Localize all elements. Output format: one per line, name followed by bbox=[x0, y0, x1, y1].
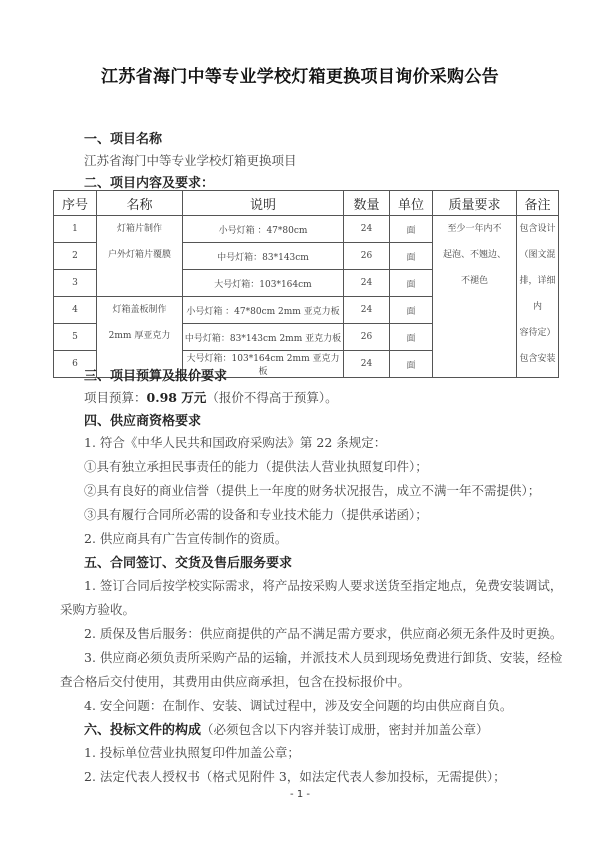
remarks-line: 包含设计 bbox=[519, 224, 556, 234]
qualification-item: ③具有履行合同所必需的设备和专业技术能力（提供承诺函）； bbox=[84, 507, 428, 522]
row-unit: 面 bbox=[390, 243, 433, 270]
group1-name-cell bbox=[97, 216, 183, 297]
qualification-item: ①具有独立承担民事责任的能力（提供法人营业执照复印件）； bbox=[84, 459, 428, 474]
remarks-line: 容待定） bbox=[519, 328, 556, 338]
row-no: 5 bbox=[54, 324, 97, 351]
row-qty: 24 bbox=[344, 297, 390, 324]
row-desc: 大号灯箱：103*164cm 2mm 亚克力板 bbox=[183, 351, 344, 378]
row-desc: 小号灯箱 ：47*80cm bbox=[183, 216, 344, 243]
header-no: 序号 bbox=[54, 191, 97, 216]
contract-item-cont: 采购方验收。 bbox=[60, 602, 136, 617]
contract-item: 2. 质保及售后服务：供应商提供的产品不满足需方要求，供应商必须无条件及时更换。 bbox=[84, 626, 563, 641]
table-row bbox=[54, 216, 559, 243]
remarks-line: 包含安装 bbox=[519, 354, 556, 364]
contract-item: 1. 签订合同后按学校实际需求，将产品按采购人要求送货至指定地点，免费安装调试， bbox=[84, 578, 563, 593]
row-unit: 面 bbox=[390, 216, 433, 243]
section5-heading: 五、合同签订、交货及售后服务要求 bbox=[84, 556, 293, 571]
row-unit: 面 bbox=[390, 324, 433, 351]
budget-label: 项目预算： bbox=[84, 390, 147, 405]
qualification-item: 2. 供应商具有广告宣传制作的资质。 bbox=[84, 531, 288, 546]
budget-value: 0.98 万元 bbox=[146, 390, 207, 405]
row-qty: 24 bbox=[344, 270, 390, 297]
section4-heading: 四、供应商资格要求 bbox=[84, 414, 202, 429]
group2-name-line: 灯箱盖板制作 bbox=[112, 305, 167, 315]
bid-doc-item: 2. 法定代表人授权书（格式见附件 3，如法定代表人参加投标，无需提供）； bbox=[84, 769, 506, 784]
row-qty: 24 bbox=[344, 351, 390, 378]
header-quality: 质量要求 bbox=[433, 191, 517, 216]
row-no: 1 bbox=[54, 216, 97, 243]
row-desc: 小号灯箱 ：47*80cm 2mm 亚克力板 bbox=[183, 297, 344, 324]
section6-heading-note: （必须包含以下内容并装订成册，密封并加盖公章） bbox=[201, 722, 489, 737]
document-title: 江苏省海门中等专业学校灯箱更换项目询价采购公告 bbox=[101, 67, 499, 87]
section2-heading: 二、项目内容及要求： bbox=[84, 176, 215, 191]
project-name: 江苏省海门中等专业学校灯箱更换项目 bbox=[84, 153, 297, 168]
contract-item-cont: 查合格后交付使用，其费用由供应商承担，包含在投标报价中。 bbox=[60, 674, 411, 689]
requirements-table bbox=[53, 190, 559, 378]
header-desc: 说明 bbox=[183, 191, 344, 216]
remarks-line: （图文混 bbox=[519, 250, 556, 260]
row-desc: 大号灯箱：103*164cm bbox=[183, 270, 344, 297]
budget-line bbox=[84, 388, 338, 406]
row-unit: 面 bbox=[390, 270, 433, 297]
row-unit: 面 bbox=[390, 351, 433, 378]
quality-line: 至少一年内不 bbox=[447, 224, 502, 234]
section6-heading: 六、投标文件的构成 bbox=[84, 723, 202, 738]
table-header-row bbox=[54, 191, 559, 216]
bid-doc-item: 1. 投标单位营业执照复印件加盖公章； bbox=[84, 745, 300, 760]
row-no: 4 bbox=[54, 297, 97, 324]
quality-cell bbox=[433, 216, 517, 378]
row-desc: 中号灯箱：83*143cm bbox=[183, 243, 344, 270]
row-desc: 中号灯箱：83*143cm 2mm 亚克力板 bbox=[183, 324, 344, 351]
header-remarks: 备注 bbox=[517, 191, 559, 216]
row-unit: 面 bbox=[390, 297, 433, 324]
header-qty: 数量 bbox=[344, 191, 390, 216]
section3-heading: 三、项目预算及报价要求 bbox=[84, 369, 228, 384]
row-no: 3 bbox=[54, 270, 97, 297]
row-qty: 24 bbox=[344, 216, 390, 243]
row-qty: 26 bbox=[344, 243, 390, 270]
section6-heading-line bbox=[84, 719, 489, 738]
section1-heading: 一、项目名称 bbox=[84, 132, 163, 147]
remarks-line: 排，详细内 bbox=[519, 276, 556, 312]
contract-item: 3. 供应商必须负责所采购产品的运输，并派技术人员到现场免费进行卸货、安装，经检 bbox=[84, 650, 563, 665]
header-unit: 单位 bbox=[390, 191, 433, 216]
qualification-item: ②具有良好的商业信誉（提供上一年度的财务状况报告，成立不满一年不需提供）； bbox=[84, 483, 541, 498]
group1-name-line: 灯箱片制作 bbox=[116, 224, 162, 234]
header-name: 名称 bbox=[97, 191, 183, 216]
qualification-item: 1. 符合《中华人民共和国政府采购法》第 22 条规定： bbox=[84, 435, 387, 450]
remarks-cell bbox=[517, 216, 559, 378]
quality-line: 不褪色 bbox=[460, 276, 488, 286]
budget-note: （报价不得高于预算）。 bbox=[206, 390, 338, 405]
page-number: - 1 - bbox=[290, 789, 310, 800]
row-no: 2 bbox=[54, 243, 97, 270]
row-qty: 26 bbox=[344, 324, 390, 351]
group1-name-line: 户外灯箱片覆膜 bbox=[107, 250, 171, 260]
group2-name-line: 2mm 厚亚克力 bbox=[108, 331, 171, 341]
quality-line: 起泡、不翘边、 bbox=[442, 250, 506, 260]
row-no: 6 bbox=[54, 351, 97, 378]
contract-item: 4. 安全问题：在制作、安装、调试过程中，涉及安全问题的均由供应商自负。 bbox=[84, 698, 513, 713]
